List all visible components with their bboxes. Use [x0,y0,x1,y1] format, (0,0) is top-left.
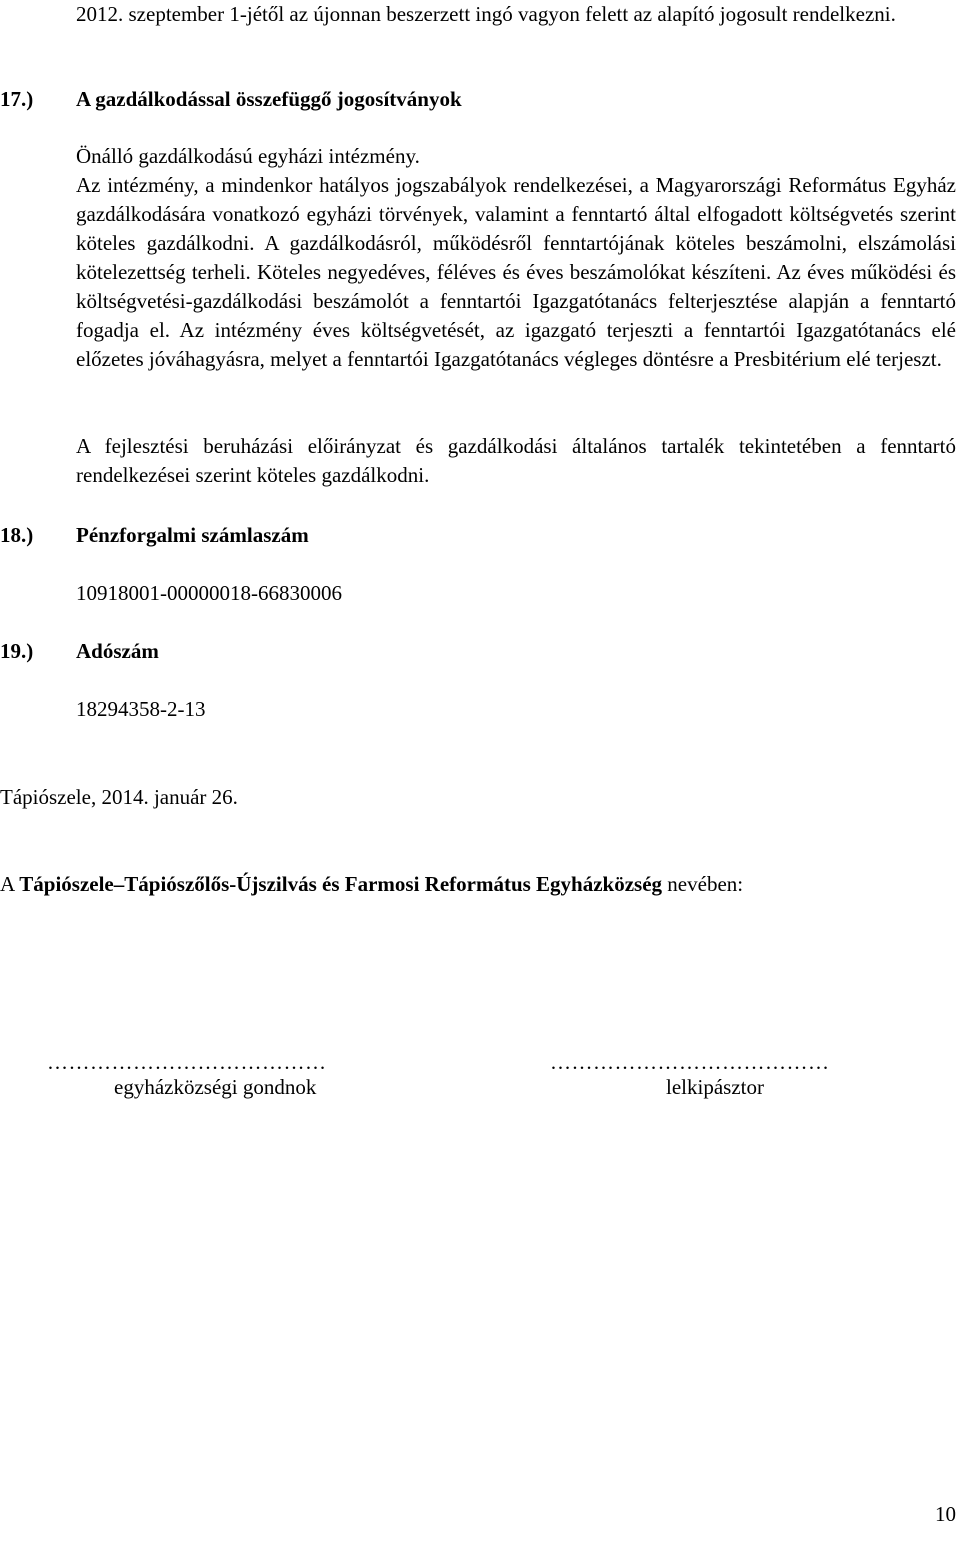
section-17-paragraph-1: Az intézmény, a mindenkor hatályos jogszabályok rendelkezései, a Magyarországi Református Egyház gazdálkodására vonatkozó egyházi törvények, valamint a fenntartó által elfogadott költségvetés szerint köteles gazdálkodni. A gazdálkodásról, működésről fenntartójának köteles beszámolni, elszámolási kötelezettség terheli. Köteles negyedéves, féléves és éves beszámolókat készíteni. Az éves működési és költségvetési-gazdálkodási beszámolót a fenntartói Igazgatótanács felterjesztése alapján a fenntartó fogadja el. Az intézmény éves költségvetését, az igazgató terjeszti a fenntartói Igazgatótanács elé előzetes jóváhagyásra, melyet a fenntartói Igazgatótanács végleges döntésre a Presbitérium elé terjeszt. [76,173,956,371]
place-and-date: Tápiószele, 2014. január 26. [0,785,238,809]
signature-line-right: ………………………………… [550,1050,830,1074]
section-17-title: A gazdálkodással összefüggő jogosítványok [76,87,462,111]
tax-number: 18294358-2-13 [76,697,206,721]
section-18-title: Pénzforgalmi számlaszám [76,523,309,547]
section-17-number: 17.) [0,87,34,111]
page-number: 10 [935,1502,956,1526]
section-19-title: Adószám [76,639,159,663]
on-behalf-line [0,870,743,899]
section-18-number: 18.) [0,523,34,547]
signature-role-right: lelkipásztor [666,1075,764,1099]
section-19-number: 19.) [0,639,34,663]
account-number: 10918001-00000018-66830006 [76,581,342,605]
signature-role-left: egyházközségi gondnok [114,1075,317,1099]
section-17-subtitle: Önálló gazdálkodású egyházi intézmény. [76,144,420,168]
intro-paragraph: 2012. szeptember 1-jétől az újonnan beszerzett ingó vagyon felett az alapító jogosult rendelkezni. [76,2,896,26]
on-behalf-prefix: A [0,872,15,896]
on-behalf-suffix: nevében: [667,872,744,896]
section-17-paragraph-2: A fejlesztési beruházási előirányzat és gazdálkodási általános tartalék tekintetében a fenntartó rendelkezései szerint köteles gazdálkodni. [76,434,956,487]
organization-name: Tápiószele–Tápiószőlős-Újszilvás és Farmosi Református Egyházközség [19,872,663,896]
signature-line-left: ………………………………… [47,1050,327,1074]
